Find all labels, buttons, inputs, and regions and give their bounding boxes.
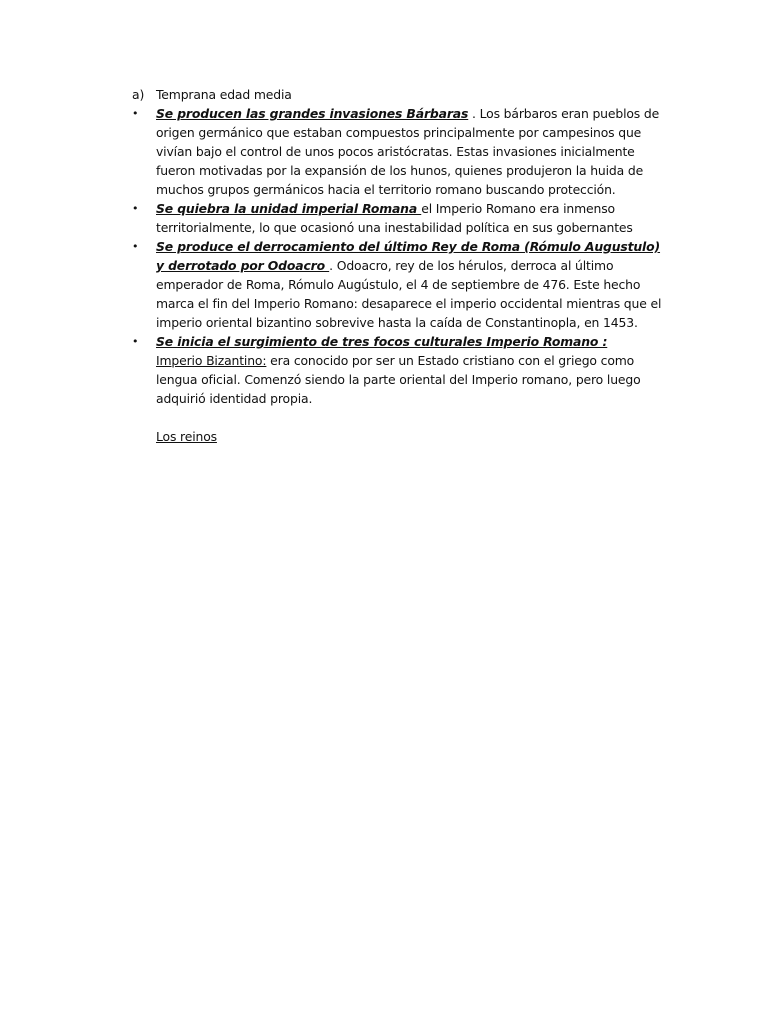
list-item: [132, 332, 666, 351]
list-marker: a): [132, 87, 145, 102]
subsection-text: era conocido por ser un Estado cristiano con el griego como lengua oficial. Comenzó siendo la parte oriental del Imperio romano, pero luego adquirió identidad propia.: [156, 353, 641, 406]
section-heading-text: Temprana edad media: [156, 87, 292, 102]
blank-line: [156, 408, 666, 427]
item-text: el Imperio Romano era inmenso territorialmente, lo que ocasionó una inestabilidad política en sus gobernantes: [156, 201, 633, 235]
section-heading: [132, 85, 666, 104]
bullet-icon: •: [132, 202, 139, 215]
document-body: [132, 85, 666, 446]
list-item: [132, 104, 666, 199]
item-text: . Los bárbaros eran pueblos de origen germánico que estaban compuestos principalmente por campesinos que vivían bajo el control de unos pocos aristócratas. Estas invasiones inicialmente fueron motivadas por la expansión de los hunos, quienes produjeron la huida de muchos grupos germánicos hacia el territorio romano buscando protección.: [156, 106, 660, 197]
subsection-label: Los reinos: [156, 429, 217, 444]
item-title: Se quiebra la unidad imperial Romana: [156, 201, 422, 216]
item-title: Se inicia el surgimiento de tres focos culturales Imperio Romano :: [156, 334, 608, 349]
subsection: [156, 351, 666, 408]
item-text: . Odoacro, rey de los hérulos, derroca al último emperador de Roma, Rómulo Augústulo, el 4 de septiembre de 476. Este hecho marca el fin del Imperio Romano: desaparece el imperio occidental mientras que el imperio oriental bizantino sobrevive hasta la caída de Constantinopla, en 1453.: [156, 258, 662, 330]
bullet-icon: •: [132, 107, 139, 120]
list-item: [132, 237, 666, 332]
subsection-label: Imperio Bizantino:: [156, 353, 267, 368]
bullet-icon: •: [132, 240, 139, 253]
item-title: Se producen las grandes invasiones Bárbaras: [156, 106, 469, 121]
bullet-icon: •: [132, 335, 139, 348]
subsection: [156, 427, 666, 446]
list-item: [132, 199, 666, 237]
item-title: Se produce el derrocamiento del último Rey de Roma (Rómulo Augustulo) y derrotado por Odoacro: [156, 239, 661, 273]
